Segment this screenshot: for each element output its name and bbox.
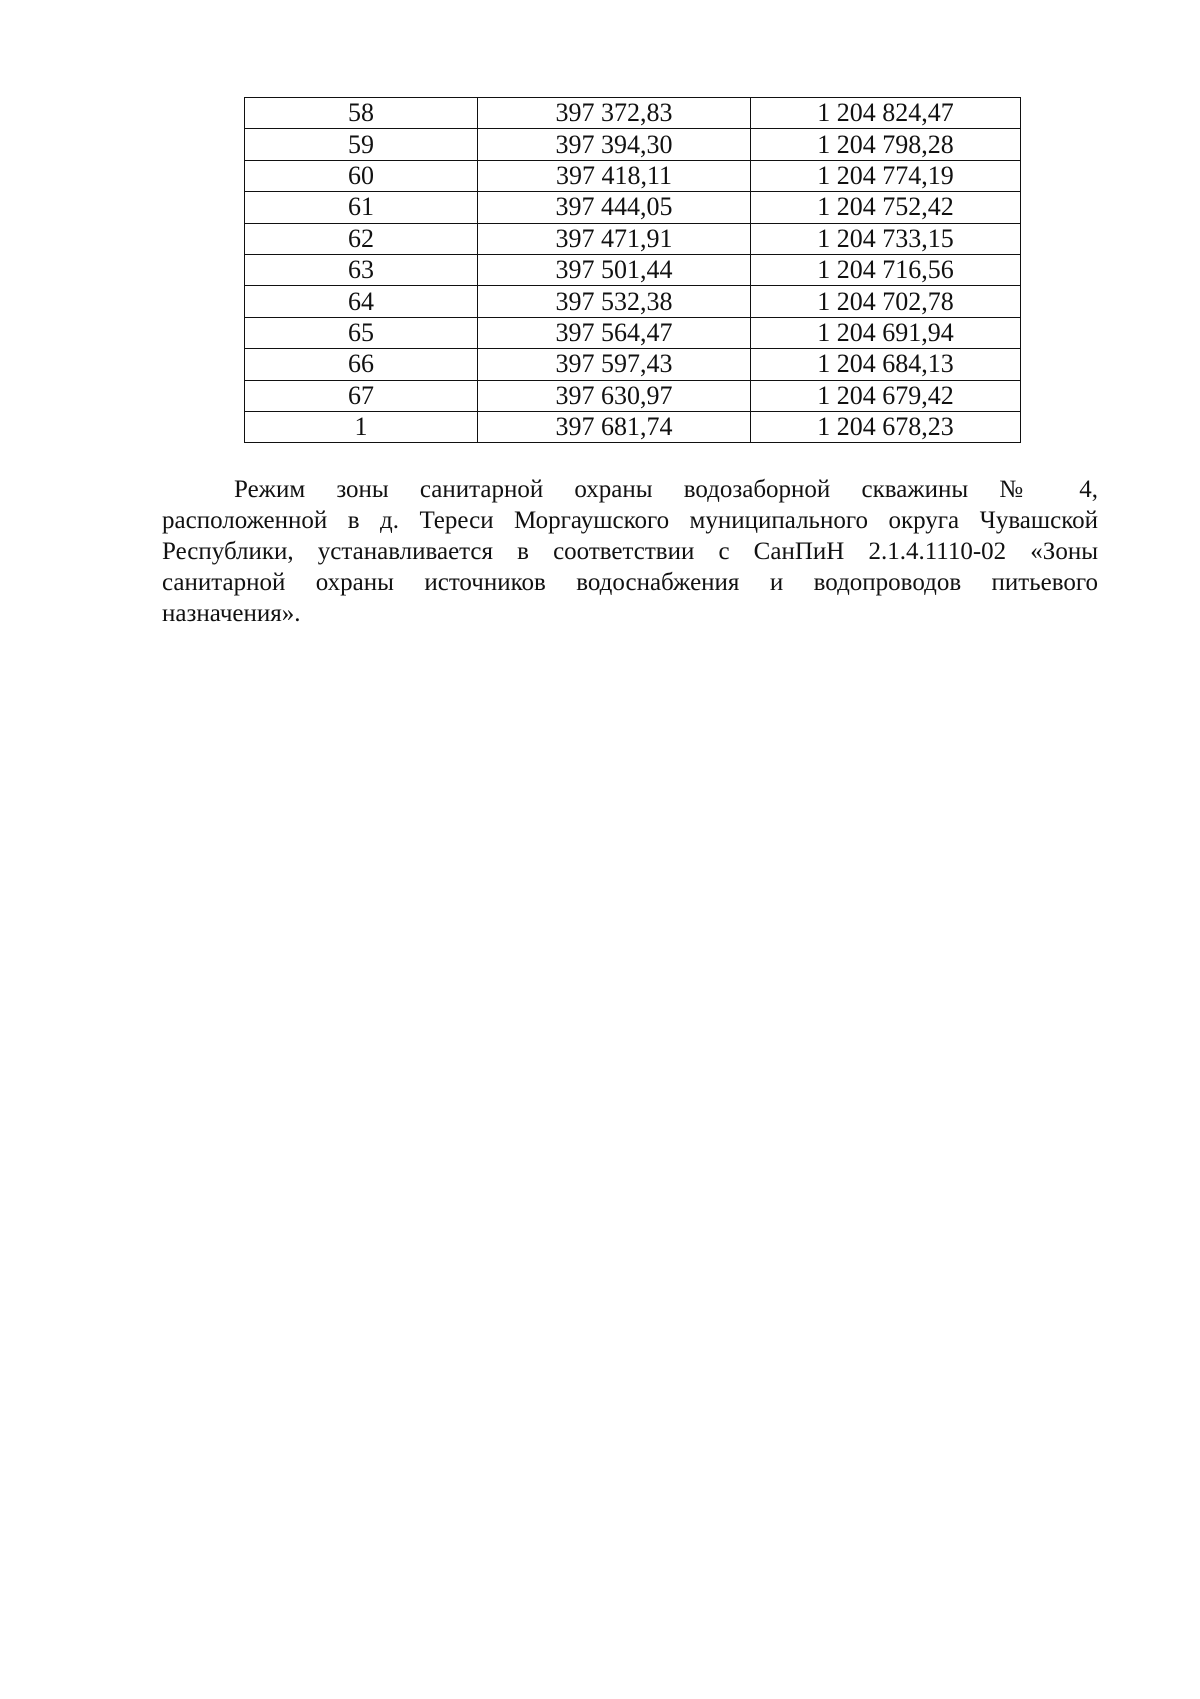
y-coordinate-cell: 1 204 733,15 [751,223,1021,254]
table-row [245,254,1021,285]
table-row [245,98,1021,129]
x-coordinate-cell: 397 394,30 [478,129,751,160]
paragraph-line: Режим зоны санитарной охраны водозаборной скважины № 4, [234,476,1098,503]
point-number-cell: 67 [245,380,478,411]
point-number-cell: 58 [245,98,478,129]
y-coordinate-cell: 1 204 702,78 [751,286,1021,317]
x-coordinate-cell: 397 597,43 [478,349,751,380]
table-row [245,286,1021,317]
x-coordinate-cell: 397 564,47 [478,317,751,348]
x-coordinate-cell: 397 501,44 [478,254,751,285]
y-coordinate-cell: 1 204 716,56 [751,254,1021,285]
y-coordinate-cell: 1 204 752,42 [751,192,1021,223]
point-number-cell: 65 [245,317,478,348]
paragraph-line: санитарной охраны источников водоснабжения и водопроводов питьевого [162,569,1098,596]
point-number-cell: 1 [245,411,478,442]
coordinates-table [244,97,1021,443]
y-coordinate-cell: 1 204 774,19 [751,160,1021,191]
paragraph-line: расположенной в д. Тереси Моргаушского муниципального округа Чувашской [162,507,1098,534]
coordinates-table-body [245,98,1021,443]
point-number-cell: 63 [245,254,478,285]
paragraph-line: Республики, устанавливается в соответствии с СанПиН 2.1.4.1110-02 «Зоны [162,538,1098,565]
point-number-cell: 60 [245,160,478,191]
sanitary-zone-paragraph [162,474,1098,629]
x-coordinate-cell: 397 372,83 [478,98,751,129]
table-row [245,223,1021,254]
point-number-cell: 62 [245,223,478,254]
table-row [245,411,1021,442]
table-row [245,160,1021,191]
x-coordinate-cell: 397 471,91 [478,223,751,254]
table-row [245,380,1021,411]
paragraph-line: назначения». [162,600,301,627]
point-number-cell: 64 [245,286,478,317]
table-row [245,192,1021,223]
y-coordinate-cell: 1 204 678,23 [751,411,1021,442]
x-coordinate-cell: 397 532,38 [478,286,751,317]
y-coordinate-cell: 1 204 798,28 [751,129,1021,160]
y-coordinate-cell: 1 204 679,42 [751,380,1021,411]
table-row [245,317,1021,348]
x-coordinate-cell: 397 444,05 [478,192,751,223]
table-row [245,349,1021,380]
point-number-cell: 61 [245,192,478,223]
y-coordinate-cell: 1 204 824,47 [751,98,1021,129]
y-coordinate-cell: 1 204 691,94 [751,317,1021,348]
point-number-cell: 66 [245,349,478,380]
point-number-cell: 59 [245,129,478,160]
x-coordinate-cell: 397 418,11 [478,160,751,191]
y-coordinate-cell: 1 204 684,13 [751,349,1021,380]
table-row [245,129,1021,160]
x-coordinate-cell: 397 681,74 [478,411,751,442]
x-coordinate-cell: 397 630,97 [478,380,751,411]
